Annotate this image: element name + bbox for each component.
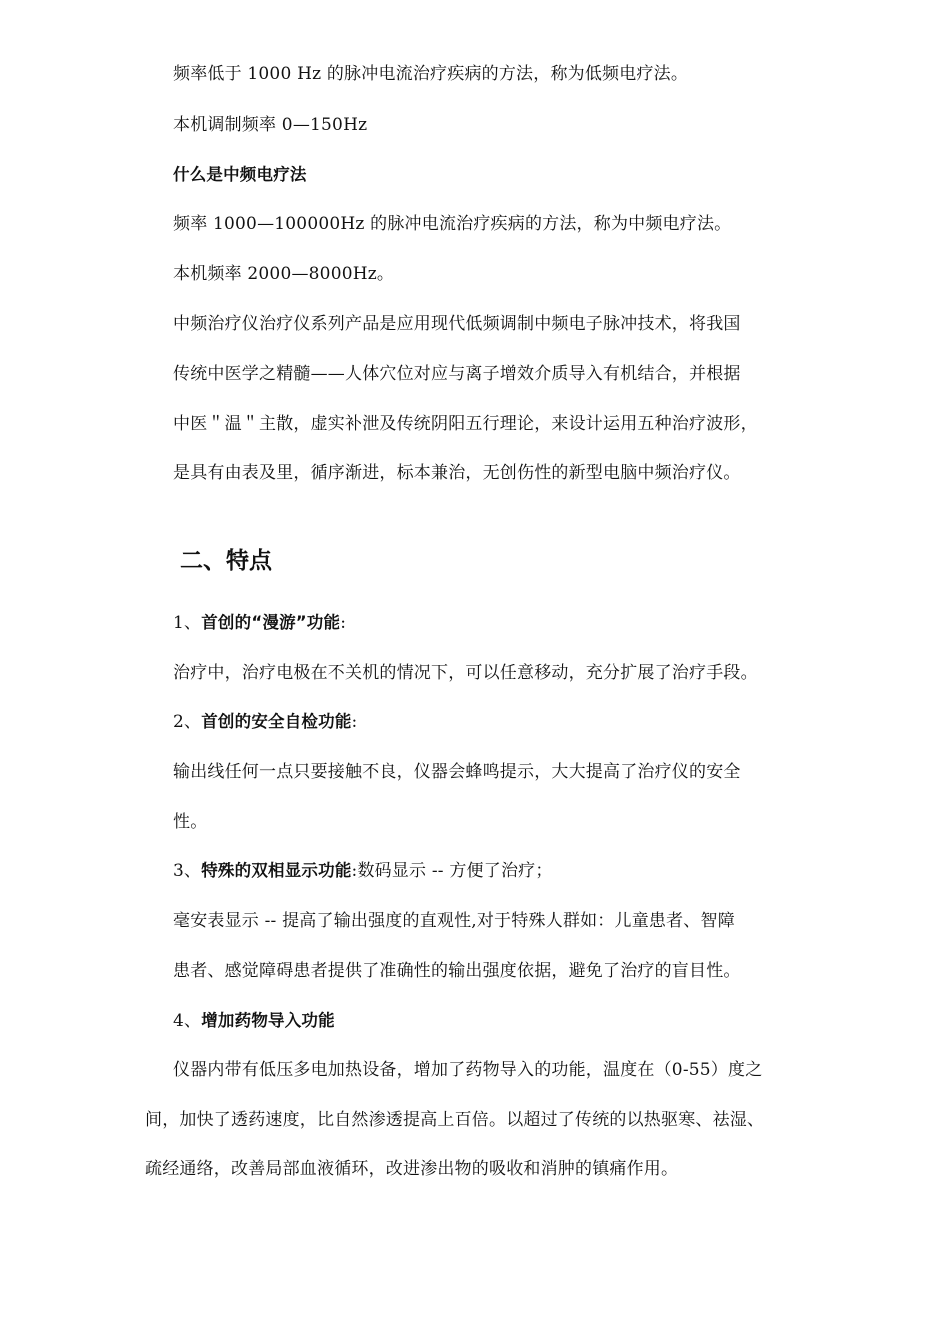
feature-2-name: 首创的安全自检功能	[201, 712, 352, 731]
feature-2-number: 2、	[173, 712, 202, 732]
product-paragraph-line: 中医＂温＂主散，虚实补泄及传统阴阳五行理论，来设计运用五种治疗波形，	[173, 414, 758, 434]
low-frequency-definition: 频率低于 1000 Hz 的脉冲电流治疗疾病的方法，称为低频电疗法。	[173, 64, 689, 84]
feature-3-title	[173, 860, 553, 882]
feature-2-description-line: 性。	[173, 812, 208, 832]
feature-2-title	[173, 711, 357, 733]
low-frequency-machine-range: 本机调制频率 0—150Hz	[173, 115, 368, 135]
feature-4-description-line: 间，加快了透药速度，比自然渗透提高上百倍。以超过了传统的以热驱寒、祛湿、	[145, 1110, 765, 1130]
feature-1-number: 1、	[173, 613, 202, 633]
feature-3-description-line: 患者、感觉障碍患者提供了准确性的输出强度依据，避免了治疗的盲目性。	[173, 961, 741, 981]
feature-4-description-line: 仪器内带有低压多电加热设备，增加了药物导入的功能，温度在（0-55）度之	[173, 1060, 763, 1080]
product-paragraph-line: 传统中医学之精髓——人体穴位对应与离子增效介质导入有机结合，并根据	[173, 364, 741, 384]
feature-4-name: 增加药物导入功能	[201, 1011, 335, 1030]
features-section-heading: 二、特点	[180, 548, 272, 574]
feature-1-colon: :	[340, 613, 347, 633]
feature-3-name: 特殊的双相显示功能	[201, 861, 352, 880]
feature-2-colon: :	[351, 712, 358, 732]
feature-2-description-line: 输出线任何一点只要接触不良，仪器会蜂鸣提示，大大提高了治疗仪的安全	[173, 762, 741, 782]
mid-frequency-heading: 什么是中频电疗法	[173, 165, 307, 184]
feature-1-title	[173, 612, 346, 634]
mid-frequency-machine-range: 本机频率 2000—8000Hz。	[173, 264, 395, 284]
feature-3-description-line: 毫安表显示 -- 提高了输出强度的直观性,对于特殊人群如：儿童患者、智障	[173, 911, 735, 931]
feature-4-title	[173, 1010, 335, 1032]
feature-1-name: 首创的“漫游”功能	[201, 613, 341, 632]
feature-4-description-line: 疏经通络，改善局部血液循环，改进渗出物的吸收和消肿的镇痛作用。	[145, 1159, 679, 1179]
feature-1-description: 治疗中，治疗电极在不关机的情况下，可以任意移动，充分扩展了治疗手段。	[173, 663, 758, 683]
feature-3-number: 3、	[173, 861, 202, 881]
product-paragraph-line: 是具有由表及里，循序渐进，标本兼治，无创伤性的新型电脑中频治疗仪。	[173, 463, 741, 483]
product-paragraph-line: 中频治疗仪治疗仪系列产品是应用现代低频调制中频电子脉冲技术，将我国	[173, 314, 741, 334]
feature-4-number: 4、	[173, 1011, 202, 1031]
mid-frequency-definition: 频率 1000—100000Hz 的脉冲电流治疗疾病的方法，称为中频电疗法。	[173, 214, 732, 234]
feature-3-inline-text: :数码显示 -- 方便了治疗；	[351, 861, 553, 881]
